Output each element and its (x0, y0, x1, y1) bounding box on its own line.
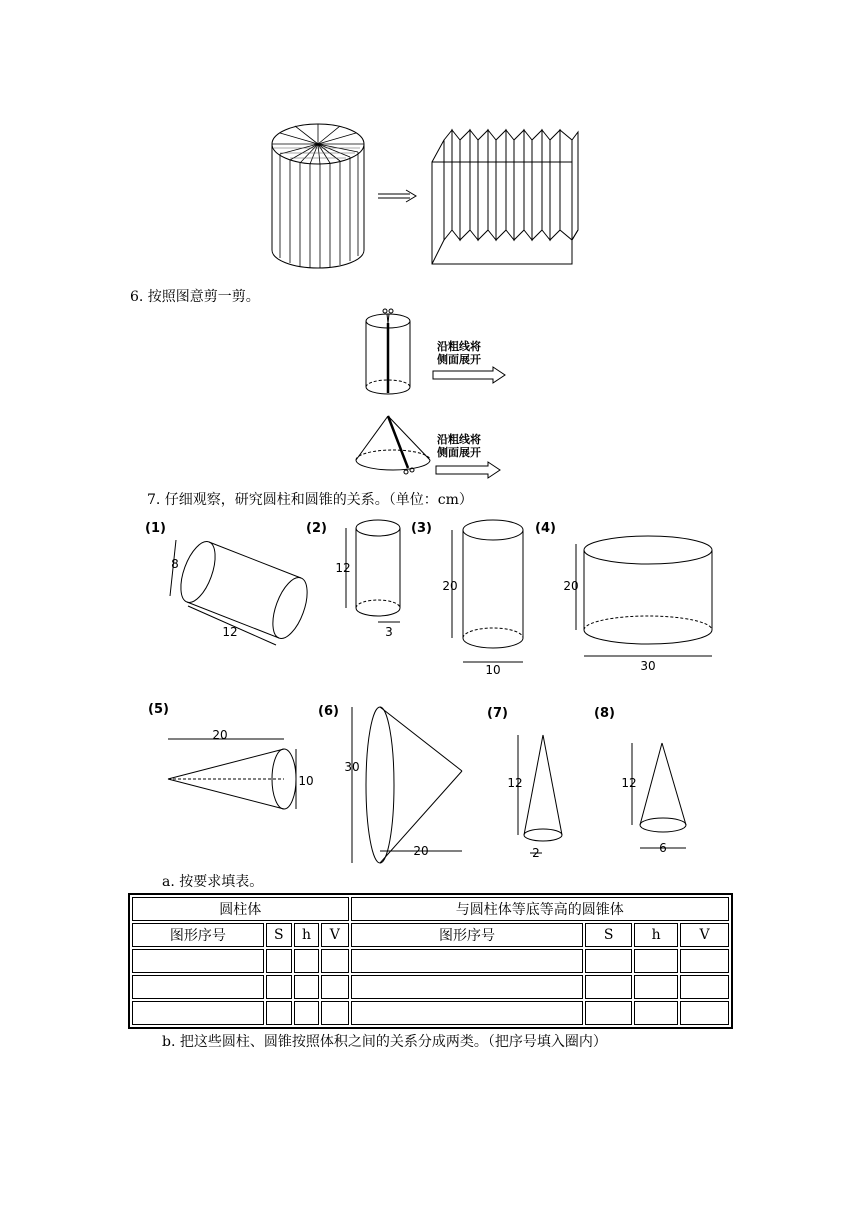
table-cell[interactable] (634, 975, 678, 999)
figure-3-dim-height: 20 (442, 579, 458, 593)
cylinder-unfold-label: 沿粗线将 侧面展开 (437, 340, 481, 366)
question-7-title: 7. 仔细观察，研究圆柱和圆锥的关系。（单位：cm） (147, 492, 473, 508)
table-cell[interactable] (321, 975, 349, 999)
q6-cone-figure (350, 410, 510, 480)
part-a-label: a. 按要求填表。 (162, 874, 264, 890)
cylinder-figures-row (140, 510, 720, 680)
table-cell[interactable] (585, 949, 632, 973)
table-cell[interactable] (266, 975, 292, 999)
figure-1-label: (1) (145, 521, 166, 536)
figure-3-label: (3) (411, 521, 432, 536)
cone-unfold-label: 沿粗线将 侧面展开 (437, 433, 481, 459)
table-cell[interactable] (132, 1001, 264, 1025)
cone-figures-row (140, 695, 720, 865)
figure-5-dim-height: 20 (212, 728, 228, 742)
table-cell[interactable] (321, 949, 349, 973)
question-6-title: 6. 按照图意剪一剪。 (130, 289, 260, 305)
figure-7-dim-height: 12 (507, 776, 523, 790)
figure-3-dim-diameter: 10 (485, 663, 501, 677)
figure-2-dim-diameter: 3 (385, 625, 393, 639)
figure-4-label: (4) (535, 521, 556, 536)
table-cell[interactable] (680, 975, 729, 999)
header-figure-no: 图形序号 (132, 923, 264, 947)
table-cell[interactable] (585, 1001, 632, 1025)
figure-8-label: (8) (594, 706, 615, 721)
table-cell[interactable] (634, 949, 678, 973)
cylinder-slicing-illustration (260, 118, 590, 273)
figure-5-label: (5) (148, 702, 169, 717)
table-cell[interactable] (585, 975, 632, 999)
table-cell[interactable] (680, 1001, 729, 1025)
q6-cylinder-figure (355, 305, 515, 400)
table-row (132, 1001, 729, 1025)
table-cell[interactable] (634, 1001, 678, 1025)
figure-7-label: (7) (487, 706, 508, 721)
figure-1-dim-diameter: 8 (171, 557, 179, 571)
figure-8-dim-height: 12 (621, 776, 637, 790)
figure-4-dim-diameter: 30 (640, 659, 656, 673)
table-cell[interactable] (266, 949, 292, 973)
figure-6-dim-height: 20 (413, 844, 429, 858)
table-row (132, 949, 729, 973)
table-cell[interactable] (321, 1001, 349, 1025)
header-s: S (585, 923, 632, 947)
table-cell[interactable] (294, 949, 319, 973)
table-cell[interactable] (351, 1001, 584, 1025)
table-cell[interactable] (680, 949, 729, 973)
header-figure-no: 图形序号 (351, 923, 584, 947)
group-cylinder-header: 圆柱体 (132, 897, 349, 921)
figure-8-dim-diameter: 6 (659, 841, 667, 855)
figure-6-label: (6) (318, 704, 339, 719)
table-cell[interactable] (351, 949, 584, 973)
figure-6-dim-diameter: 30 (344, 760, 360, 774)
table-cell[interactable] (132, 975, 264, 999)
table-cell[interactable] (132, 949, 264, 973)
figure-1-dim-height: 12 (222, 625, 238, 639)
figure-7-dim-diameter: 2 (532, 846, 540, 860)
fill-in-table (128, 893, 733, 1029)
header-h: h (294, 923, 319, 947)
header-v: V (321, 923, 349, 947)
table-cell[interactable] (294, 975, 319, 999)
header-v: V (680, 923, 729, 947)
header-s: S (266, 923, 292, 947)
table-cell[interactable] (351, 975, 584, 999)
figure-2-dim-height: 12 (335, 561, 351, 575)
header-h: h (634, 923, 678, 947)
part-b-label: b. 把这些圆柱、圆锥按照体积之间的关系分成两类。（把序号填入圈内） (162, 1034, 607, 1050)
figure-2-label: (2) (306, 521, 327, 536)
table-row (132, 975, 729, 999)
table-cell[interactable] (294, 1001, 319, 1025)
group-cone-header: 与圆柱体等底等高的圆锥体 (351, 897, 729, 921)
table-cell[interactable] (266, 1001, 292, 1025)
figure-4-dim-height: 20 (563, 579, 579, 593)
figure-5-dim-diameter: 10 (298, 774, 314, 788)
